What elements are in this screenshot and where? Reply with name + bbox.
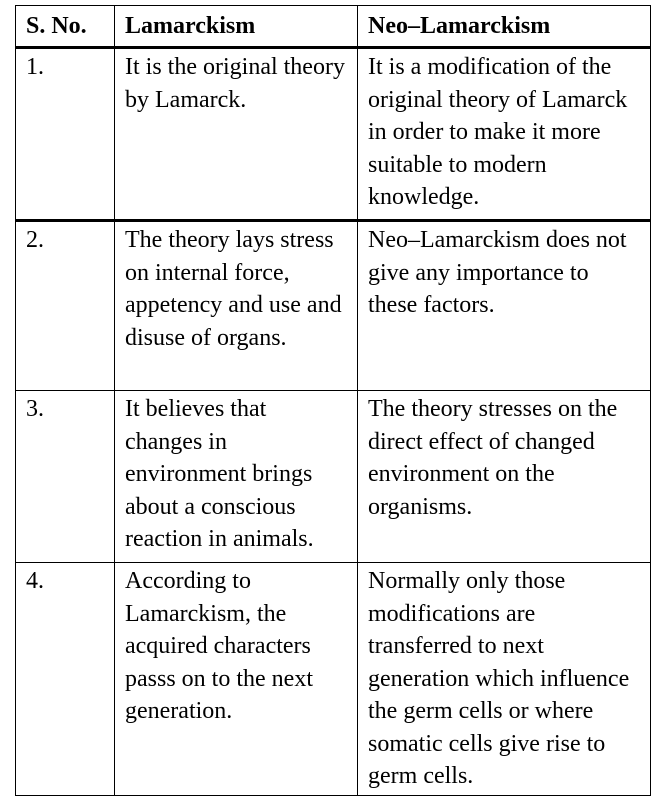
cell-neo-lamarckism: The theory stresses on the direct effect of changed environment on the organisms. [358,391,651,563]
cell-sno: 4. [16,563,115,796]
table-header [16,6,651,48]
table-row [16,391,651,563]
table-row [16,563,651,796]
cell-lamarckism: According to Lamarckism, the acquired characters passs on to the next generation. [115,563,358,796]
header-neo-lamarckism: Neo–Lamarckism [358,6,651,48]
table-row [16,48,651,221]
table-row [16,221,651,391]
cell-sno: 3. [16,391,115,563]
header-sno: S. No. [16,6,115,48]
cell-neo-lamarckism: Normally only those modifications are transferred to next generation which influence the germ cells or where somatic cells give rise to germ cells. [358,563,651,796]
cell-lamarckism: The theory lays stress on internal force, appetency and use and disuse of organs. [115,221,358,391]
cell-sno: 1. [16,48,115,221]
cell-neo-lamarckism: Neo–Lamarckism does not give any importance to these factors. [358,221,651,391]
cell-sno: 2. [16,221,115,391]
cell-lamarckism: It believes that changes in environment brings about a conscious reaction in animals. [115,391,358,563]
cell-neo-lamarckism: It is a modification of the original theory of Lamarck in order to make it more suitable to modern knowledge. [358,48,651,221]
table-body [16,48,651,796]
cell-lamarckism: It is the original theory by Lamarck. [115,48,358,221]
header-lamarckism: Lamarckism [115,6,358,48]
header-row [16,6,651,48]
comparison-table [15,5,651,796]
